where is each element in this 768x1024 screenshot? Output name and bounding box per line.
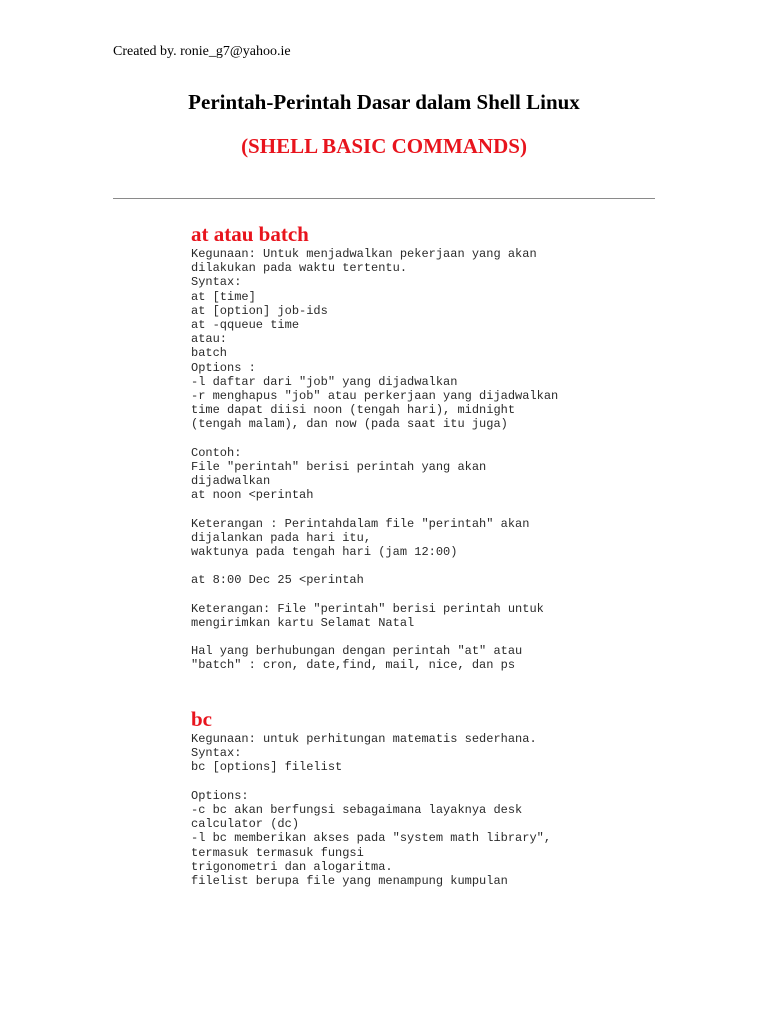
text-line: Keterangan : Perintahdalam file "perintah" akan: [191, 516, 530, 531]
document-title: Perintah-Perintah Dasar dalam Shell Linux: [188, 90, 580, 114]
creator-credit: Created by. ronie_g7@yahoo.ie: [113, 44, 291, 59]
text-line: waktunya pada tengah hari (jam 12:00): [191, 544, 458, 559]
text-line: batch: [191, 346, 228, 361]
text-line: dilakukan pada waktu tertentu.: [191, 261, 408, 276]
section-title: at atau batch: [191, 222, 309, 246]
text-line: Options:: [191, 788, 249, 803]
text-line: at noon <perintah: [191, 488, 314, 503]
section-at-batch: [191, 221, 558, 673]
section-body: [191, 247, 558, 673]
text-line: [191, 775, 551, 789]
document-subtitle: (SHELL BASIC COMMANDS): [241, 134, 527, 158]
text-line: Options :: [191, 360, 256, 375]
text-line: mengirimkan kartu Selamat Natal: [191, 615, 415, 630]
text-line: termasuk termasuk fungsi: [191, 845, 364, 860]
text-line: -c bc akan berfungsi sebagaimana layaknya desk: [191, 802, 523, 817]
horizontal-divider: [113, 198, 655, 199]
text-line: Syntax:: [191, 746, 242, 761]
text-line: [191, 502, 558, 516]
text-line: atau:: [191, 332, 228, 347]
text-line: -l daftar dari "job" yang dijadwalkan: [191, 374, 458, 389]
text-line: [191, 630, 558, 644]
text-line: Hal yang berhubungan dengan perintah "at" atau: [191, 644, 523, 659]
text-line: at [option] job-ids: [191, 303, 328, 318]
text-line: bc [options] filelist: [191, 760, 343, 775]
text-line: dijadwalkan: [191, 474, 271, 488]
section-bc: [191, 706, 551, 888]
text-line: at [time]: [191, 289, 256, 304]
text-line: Kegunaan: untuk perhitungan matematis sederhana.: [191, 732, 537, 746]
text-line: "batch" : cron, date,find, mail, nice, dan ps: [191, 658, 516, 673]
text-line: Kegunaan: Untuk menjadwalkan pekerjaan yang akan: [191, 247, 537, 261]
text-line: Contoh:: [191, 445, 242, 460]
text-line: -l bc memberikan akses pada "system math library",: [191, 831, 552, 846]
text-line: at 8:00 Dec 25 <perintah: [191, 573, 364, 588]
text-line: [191, 588, 558, 602]
text-line: (tengah malam), dan now (pada saat itu juga): [191, 417, 508, 432]
text-line: at -qqueue time: [191, 317, 300, 332]
text-line: dijalankan pada hari itu,: [191, 530, 372, 545]
text-line: trigonometri dan alogaritma.: [191, 859, 393, 874]
text-line: [191, 431, 558, 445]
text-line: Syntax:: [191, 275, 242, 290]
text-line: time dapat diisi noon (tengah hari), midnight: [191, 403, 516, 418]
text-line: filelist berupa file yang menampung kumpulan: [191, 873, 508, 888]
section-title: bc: [191, 707, 212, 731]
text-line: Keterangan: File "perintah" berisi perintah untuk: [191, 601, 544, 616]
section-body: [191, 732, 551, 888]
text-line: File "perintah" berisi perintah yang akan: [191, 459, 487, 474]
text-line: [191, 559, 558, 573]
text-line: -r menghapus "job" atau perkerjaan yang dijadwalkan: [191, 388, 559, 403]
text-line: calculator (dc): [191, 817, 300, 832]
